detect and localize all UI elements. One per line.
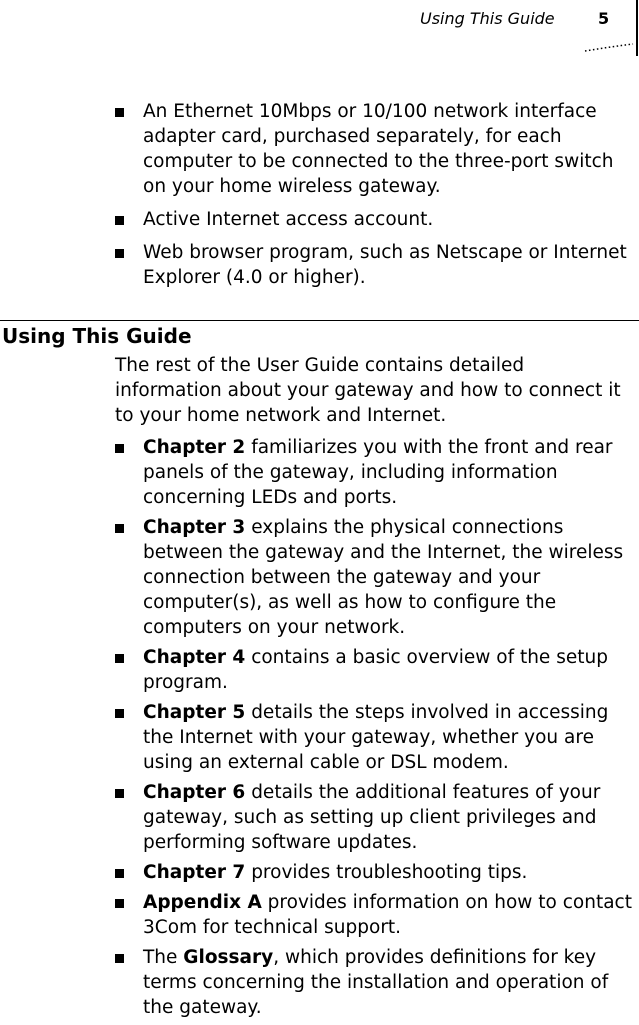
list-item xyxy=(115,435,635,510)
list-item xyxy=(115,700,635,775)
item-description: provides troubleshooting tips. xyxy=(245,862,528,883)
square-bullet-icon xyxy=(115,654,124,663)
list-item-text: Active Internet access account. xyxy=(143,209,434,230)
chapter-name: Chapter 5 xyxy=(143,702,246,723)
list-item xyxy=(115,860,635,885)
item-description: provides information on how to contact 3Com for technical support. xyxy=(143,892,632,938)
list-item xyxy=(115,890,635,940)
page-number: 5 xyxy=(598,9,610,28)
section-intro: The rest of the User Guide contains detailed information about your gateway and how to connect it to your home network and Internet. xyxy=(115,355,621,426)
running-head: Using This Guide xyxy=(420,9,555,28)
item-description: contains a basic overview of the setup program. xyxy=(143,647,608,693)
list-item-text: An Ethernet 10Mbps or 10/100 network interface adapter card, purchased separately, for each computer to be connected to the three-port switch on your home wireless gateway. xyxy=(143,101,614,197)
list-item xyxy=(115,207,635,232)
square-bullet-icon xyxy=(115,216,124,225)
item-description: explains the physical connections between the gateway and the Internet, the wireless connection between the gateway and your computer(s), as well as how to configure the computers on your network. xyxy=(143,517,624,638)
header-rule xyxy=(636,0,638,56)
item-description: details the steps involved in accessing the Internet with your gateway, whether you are using an external cable or DSL modem. xyxy=(143,702,609,773)
chapter-name: Chapter 3 xyxy=(143,517,246,538)
list-item xyxy=(115,945,635,1020)
square-bullet-icon xyxy=(115,789,124,798)
list-item-text: Web browser program, such as Netscape or Internet Explorer (4.0 or higher). xyxy=(143,242,627,288)
square-bullet-icon xyxy=(115,899,124,908)
header-dots-decoration xyxy=(584,43,634,53)
square-bullet-icon xyxy=(115,709,124,718)
square-bullet-icon xyxy=(115,869,124,878)
section-rule xyxy=(0,320,639,321)
list-item xyxy=(115,99,635,199)
item-description: details the additional features of your gateway, such as setting up client privileges and performing software updates. xyxy=(143,782,601,853)
item-description: familiarizes you with the front and rear panels of the gateway, including information concerning LEDs and ports. xyxy=(143,437,613,508)
item-description: , which provides definitions for key terms concerning the installation and operation of the gateway. xyxy=(143,947,609,1018)
list-item xyxy=(115,780,635,855)
list-item xyxy=(115,515,635,640)
chapter-name: Appendix A xyxy=(143,892,262,913)
square-bullet-icon xyxy=(115,954,124,963)
requirements-list xyxy=(115,99,635,298)
chapter-name: Chapter 6 xyxy=(143,782,246,803)
section-title: Using This Guide xyxy=(2,324,192,348)
chapter-name: Glossary xyxy=(183,947,274,968)
list-item xyxy=(115,645,635,695)
chapter-name: Chapter 2 xyxy=(143,437,246,458)
item-prefix: The xyxy=(143,947,184,968)
list-item xyxy=(115,240,635,290)
square-bullet-icon xyxy=(115,444,124,453)
chapter-list xyxy=(115,435,635,1025)
chapter-name: Chapter 4 xyxy=(143,647,246,668)
chapter-name: Chapter 7 xyxy=(143,862,246,883)
square-bullet-icon xyxy=(115,108,124,117)
square-bullet-icon xyxy=(115,249,124,258)
square-bullet-icon xyxy=(115,524,124,533)
